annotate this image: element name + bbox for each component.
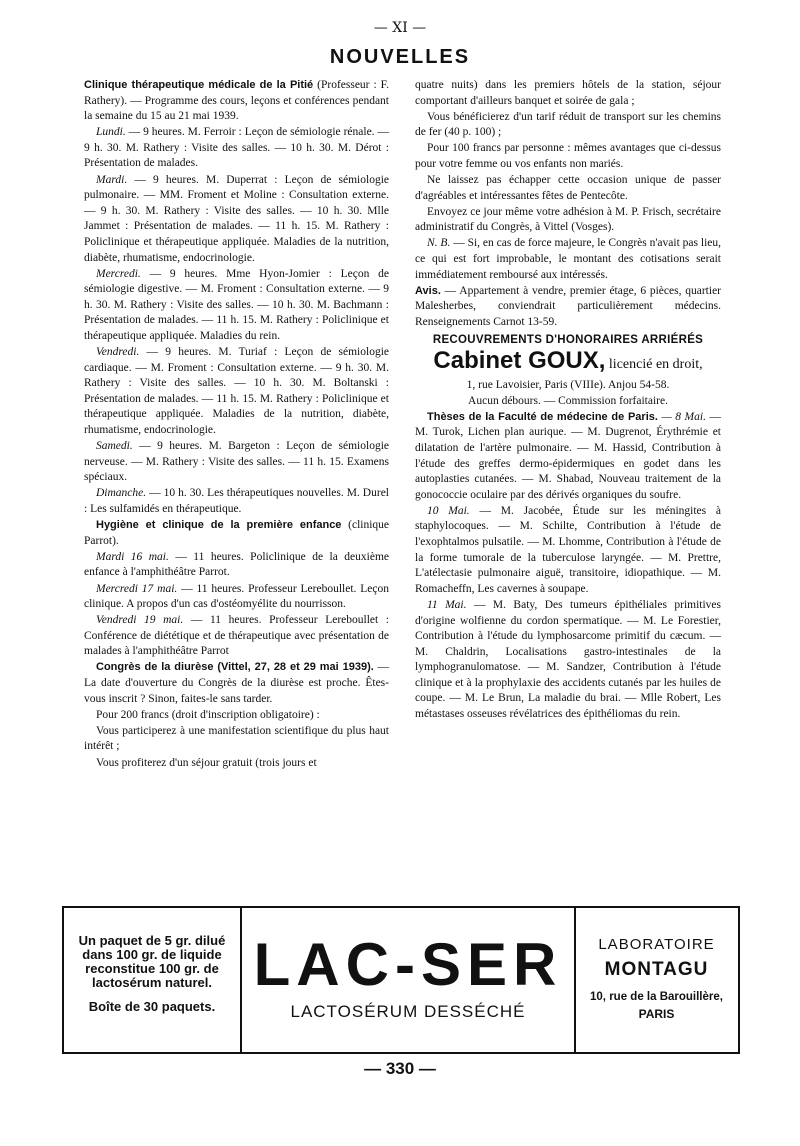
- mardi-text: — 9 heures. M. Duperrat : Leçon de sémiologie pulmonaire. — MM. Froment et Moline : Consultation externe. — 9 h. 30. M. Rathery : Visite des salles. — 10 h. 30. Mlle Jammet : Présentation de malades. — 11 h. 15. M. Rathery : Policlinique et thérapeutique appliquée. Maladies de la nutrition, diabète, rhumatisme, endocrinologie.: [84, 173, 389, 264]
- cabinet-address: 1, rue Lavoisier, Paris (VIIIe). Anjou 54-58.: [466, 378, 670, 391]
- ad-laboratory: LABORATOIRE: [598, 936, 715, 953]
- hyg-mercredi-paragraph: [84, 582, 389, 613]
- congres-paragraph: [84, 660, 389, 707]
- theses-11-day: 11 Mai.: [427, 598, 467, 611]
- ad-laboratory-name: MONTAGU: [604, 959, 709, 980]
- congres-heading: Congrès de la diurèse (Vittel, 27, 28 et 29 mai 1939).: [96, 661, 374, 674]
- hyg-mardi-paragraph: [84, 550, 389, 581]
- samedi-day: Samedi.: [96, 440, 133, 453]
- hygiene-intro: (clinique Parrot).: [84, 519, 390, 547]
- dimanche-text: — 10 h. 30. Les thérapeutiques nouvelles. M. Durel : Les sulfamidés en thérapeutique.: [84, 487, 389, 516]
- nb-label: N. B.: [427, 237, 451, 250]
- hyg-mardi-text: — 11 heures. Policlinique de la deuxième enfance à l'amphithéâtre Parrot.: [84, 550, 389, 579]
- theses-heading: Thèses de la Faculté de médecine de Paris.: [427, 410, 658, 423]
- cabinet-line: [415, 349, 721, 377]
- nb-text: — Si, en cas de force majeure, le Congrès n'avait pas lieu, ce qui est fort improbable, le montant des cotisations serait immédiatement remboursé aux intéressés.: [415, 237, 721, 281]
- page-roman-numeral: — XI —: [373, 20, 427, 36]
- hygiene-paragraph: [84, 518, 389, 549]
- pitie-heading: Clinique thérapeutique médicale de la Pitié: [84, 79, 314, 91]
- avis-label: Avis.: [415, 284, 441, 297]
- theses-10-day: 10 Mai.: [427, 504, 470, 517]
- hyg-vendredi-paragraph: [84, 613, 389, 660]
- pitie-intro: (Professeur : F. Rathery). — Programme des cours, leçons et conférences pendant la semaine du 15 au 21 mai 1939.: [84, 79, 389, 123]
- vendredi-day: Vendredi.: [96, 346, 140, 359]
- hyg-mercredi-day: Mercredi 17 mai.: [96, 582, 178, 595]
- mercredi-paragraph: [84, 267, 389, 345]
- dimanche-paragraph: [84, 486, 389, 517]
- hyg-mercredi-text: — 11 heures. Professeur Lereboullet. Leçon clinique. A propos d'un cas d'ostéomyélite du nourrisson.: [84, 582, 389, 611]
- congres-cont-p5: Envoyez ce jour même votre adhésion à M. P. Frisch, secrétaire administratif du Congrès, à Vittel (Vosges).: [415, 205, 721, 234]
- lundi-day: Lundi.: [96, 126, 126, 139]
- mardi-day: Mardi.: [96, 173, 128, 186]
- mercredi-text: — 9 heures. Mme Hyon-Jomier : Leçon de sémiologie digestive. — M. Froment : Consultation externe. — 9 h. 30. M. Rathery : Visite des salles. — 10 h. 30. M. Bachmann : Présentation de malades. — 11 h. 15. M. Rathery : Policlinique et thérapeutique appliquée. Maladies du rein.: [84, 267, 389, 342]
- lac-ser-advertisement: [62, 906, 740, 1054]
- theses-10-paragraph: [415, 504, 721, 598]
- ad-city: PARIS: [638, 1007, 675, 1021]
- congres-cont-p1: quatre nuits) dans les premiers hôtels de la station, séjour comportant d'ailleurs banquet et soirée de gala ;: [415, 79, 721, 107]
- hygiene-heading: Hygiène et clinique de la première enfance: [96, 519, 342, 532]
- ad-right-panel: [574, 908, 737, 1052]
- theses-8-paragraph: [415, 410, 721, 504]
- theses-10-text: — M. Jacobée, Étude sur les méningites à staphylocoques. — M. Schilte, Contribution à l'étude de l'exophtalmos pulsatile. — M. Lhomme, Contribution à l'étude de la forme tumorale de la tuberculose laryngée. — M. Prettre, L'atélectasie pulmonaire aiguë, transitoire, idiopathique. — M. Romacheffn, Les cavernes à soupape.: [415, 504, 721, 595]
- cabinet-license: licencié en droit,: [605, 357, 703, 373]
- cabinet-name: Cabinet GOUX,: [433, 347, 606, 375]
- hyg-vendredi-text: — 11 heures. Professeur Lereboullet : Conférence de diététique et de thérapeutique avec présentation de malades à l'amphithéâtre Parrot: [84, 614, 390, 658]
- lundi-paragraph: [84, 125, 389, 172]
- congres-cont-p4: Ne laissez pas échapper cette occasion unique de passer d'agréables et intéressantes fêtes de Pentecôte.: [415, 174, 721, 202]
- theses-11-text: — M. Baty, Des tumeurs épithéliales primitives d'origine wolfienne du cordon spermatique. — M. Le Forestier, Contribution à l'étude du lymphosarcome primitif du cæcum. — M. Chaldrin, Localisations gastro-intestinales de la lymphogranulomatose. — M. Sandzer, Contribution à l'étude clinique et à la prophylaxie des accidents cutanés par les huiles de coupe. — M. Le Brun, La maladie du brai. — Mlle Robert, Les métastases osseuses révélatrices des épithéliomas du rein.: [415, 598, 722, 721]
- samedi-text: — 9 heures. M. Bargeton : Leçon de sémiologie nerveuse. — M. Rathery : Visite des salles. — 11 h. 15. Examens spéciaux.: [84, 440, 389, 484]
- hyg-mardi-day: Mardi 16 mai.: [96, 550, 169, 563]
- avis-text: — Appartement à vendre, premier étage, 6 pièces, quartier Malesherbes, conviendrait particulièrement médecins. Renseignements Carnot 13-59.: [415, 284, 721, 328]
- page-title: NOUVELLES: [329, 46, 471, 68]
- ad-brand: LAC-SER: [253, 931, 563, 998]
- ad-middle-panel: [242, 908, 574, 1052]
- dimanche-day: Dimanche.: [96, 487, 147, 500]
- congres-cont-p2: Vous bénéficierez d'un tarif réduit de transport sur les chemins de fer (40 p. 100) ;: [415, 110, 721, 139]
- congres-text: — La date d'ouverture du Congrès de la diurèse est proche. Êtes-vous inscrit ? Sinon, faites-le sans tarder.: [84, 661, 390, 705]
- hyg-vendredi-day: Vendredi 19 mai.: [96, 614, 184, 627]
- nb-paragraph: [415, 236, 721, 283]
- avis-paragraph: [415, 284, 721, 331]
- congres-p3: Vous participerez à une manifestation scientifique du plus haut intérêt ;: [84, 724, 389, 753]
- ad-left-text: Un paquet de 5 gr. dilué dans 100 gr. de liquide reconstitue 100 gr. de lactosérum naturel.: [78, 933, 226, 990]
- vendredi-text: — 9 heures. M. Turiaf : Leçon de sémiologie cardiaque. — M. Froment : Consultation externe. — 9 h. 30. M. Rathery : Visite des salles. — 10 h. 30. M. Boltanski : Présentation de malades. — 11 h. 15. M. Rathery : Policlinique et thérapeutique appliquée. Maladies de la nutrition, diabète, rhumatisme, endocrinologie.: [84, 346, 389, 437]
- ad-left-panel: [64, 908, 242, 1052]
- left-column: [84, 78, 389, 772]
- congres-p4: Vous profiterez d'un séjour gratuit (trois jours et: [96, 756, 317, 769]
- lundi-text: — 9 heures. M. Ferroir : Leçon de sémiologie rénale. — 9 h. 30. M. Rathery : Visite des salles. — 10 h. 30. M. Dérot : Présentation de malades.: [84, 126, 389, 170]
- recouvrements-heading: RECOUVREMENTS D'HONORAIRES ARRIÉRÉS: [432, 333, 704, 346]
- cabinet-terms: Aucun débours. — Commission forfaitaire.: [468, 394, 668, 407]
- theses-8-text: — M. Turok, Lichen plan aurique. — M. Dugrenot, Érythrémie et dilatation de l'artère pulmonaire. — M. Hassid, Contribution à l'étude des greffes dermo-épidermiques en godet dans les autoplasties cutanées. — M. Shabad, Nouveau traitement de la gonococcie oculaire par des dérivés organiques du soufre.: [415, 410, 722, 501]
- ad-address: 10, rue de la Barouillère,: [590, 991, 723, 1003]
- samedi-paragraph: [84, 439, 389, 486]
- theses-date: — 8 Mai.: [657, 410, 706, 423]
- page-number: — 330 —: [364, 1059, 436, 1078]
- pitie-paragraph: [84, 78, 389, 125]
- mercredi-day: Mercredi.: [96, 267, 141, 280]
- ad-left-box: Boîte de 30 paquets.: [88, 999, 216, 1014]
- congres-p2: Pour 200 francs (droit d'inscription obligatoire) :: [96, 708, 320, 721]
- theses-11-paragraph: [415, 598, 721, 723]
- vendredi-paragraph: [84, 345, 389, 439]
- mardi-paragraph: [84, 173, 389, 267]
- right-column: [415, 78, 721, 723]
- congres-cont-p3: Pour 100 francs par personne : mêmes avantages que ci-dessus pour votre femme ou vos enfants non mariés.: [415, 142, 721, 170]
- ad-brand-subtitle: LACTOSÉRUM DESSÉCHÉ: [290, 1002, 526, 1021]
